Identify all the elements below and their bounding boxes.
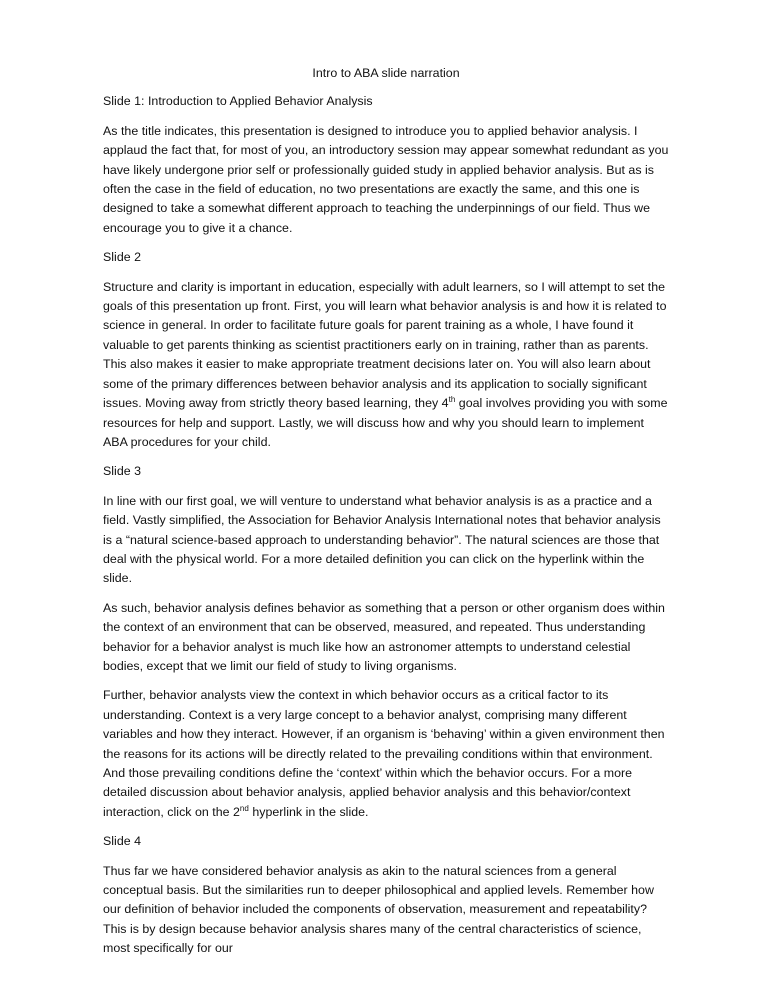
paragraph-text: hyperlink in the slide.	[248, 804, 369, 819]
paragraph	[103, 278, 669, 453]
document-title: Intro to ABA slide narration	[312, 66, 460, 80]
section-heading: Slide 1: Introduction to Applied Behavior Analysis	[103, 94, 373, 109]
paragraph: Thus far we have considered behavior analysis as akin to the natural sciences from a general conceptual basis. But the similarities run to deeper philosophical and applied levels. Remember how our definition of behavior included the components of observation, measurement and repeatability? This is by design because behavior analysis shares many of the central characteristics of science, most specifically for our	[103, 863, 654, 956]
paragraph: As such, behavior analysis defines behavior as something that a person or other organism does within the context of an environment that can be observed, measured, and repeated. Thus understanding behavior for a behavior analyst is much like how an astronomer attempts to understand celestial bodies, except that we limit our field of study to living organisms.	[103, 600, 665, 673]
section-heading: Slide 3	[103, 464, 142, 479]
section-heading: Slide 4	[103, 834, 142, 849]
document-page	[103, 64, 669, 969]
paragraph: In line with our first goal, we will venture to understand what behavior analysis is as a practice and a field. Vastly simplified, the Association for Behavior Analysis International notes that behavior analysis is a “natural science-based approach to understanding behavior”. The natural sciences are those that deal with the physical world. For a more detailed definition you can click on the hyperlink within the slide.	[103, 493, 661, 586]
superscript: th	[448, 394, 456, 404]
paragraph-text: goal involves providing you with some resources for help and support. Lastly, we will discuss how and why you should learn to implement ABA procedures for your child.	[103, 396, 668, 449]
paragraph	[103, 686, 669, 822]
section-heading: Slide 2	[103, 250, 142, 265]
paragraph-text: Further, behavior analysts view the context in which behavior occurs as a critical factor to its understanding. Context is a very large concept to a behavior analyst, comprising many different variables and how they interact. However, if an organism is ‘behaving’ within a given environment then the reasons for its actions will be directly related to the prevailing conditions within that environment. And those prevailing conditions define the ‘context’ within which the behavior occurs. For a more detailed discussion about behavior analysis, applied behavior analysis and this behavior/context interaction, click on the 2	[103, 688, 665, 819]
paragraph-text: Structure and clarity is important in education, especially with adult learners, so I will attempt to set the goals of this presentation up front. First, you will learn what behavior analysis is and how it is related to science in general. In order to facilitate future goals for parent training as a whole, I have found it valuable to get parents thinking as scientist practitioners early on in training, rather than as parents. This also makes it easier to make appropriate treatment decisions later on. You will also learn about some of the primary differences between behavior analysis and its application to socially significant issues. Moving away from strictly theory based learning, they 4	[103, 279, 667, 411]
superscript: nd	[239, 803, 249, 813]
paragraph: As the title indicates, this presentation is designed to introduce you to applied behavior analysis. I applaud the fact that, for most of you, an introductory session may appear somewhat redundant as you have likely undergone prior self or professionally guided study in applied behavior analysis. But as is often the case in the field of education, no two presentations are exactly the same, and this one is designed to take a somewhat different approach to teaching the underpinnings of our field. Thus we encourage you to give it a chance.	[103, 123, 669, 235]
